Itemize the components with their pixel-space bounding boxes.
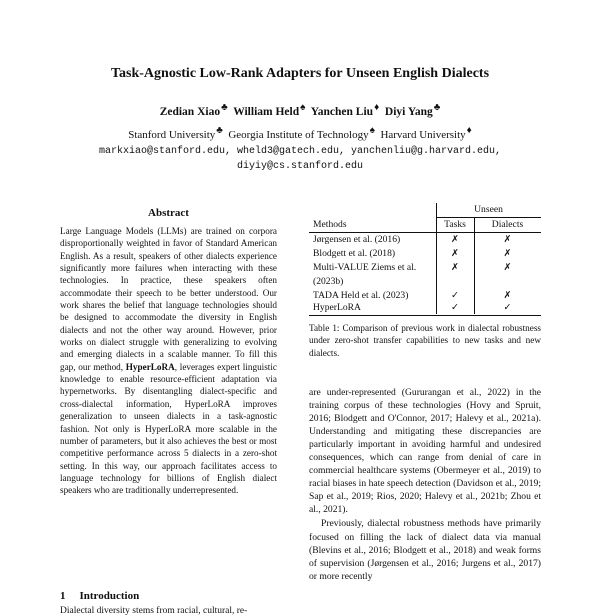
author-name: Diyi Yang — [384, 106, 433, 118]
table-row-dialects: ✗ — [503, 234, 512, 245]
table-header-methods: Methods — [313, 219, 347, 230]
table-row-tasks: ✓ — [450, 302, 460, 313]
table-row-method: HyperLoRA — [313, 302, 361, 313]
affiliation-name: Stanford University — [128, 129, 216, 141]
comparison-table — [309, 203, 541, 315]
paragraph: are under-represented (Gururangan et al., 2022) in the training corpus of these technologies (Hovy and Spruit, 2016; Blodgett and O'Connor, 2017; Halevy et al., 2021a). Understanding and mitigating these discrepancies are particularly important in avoiding harmful and undesired consequences, which can range from denial of care in commercial healthcare systems (Obermeyer et al., 2019) to racial biases in hate speech detection (Davidson et al., 2019; Sap et al., 2019; Rios, 2020; Halevy et al., 2021b; Zhou et al., 2021). — [309, 387, 541, 516]
table-row-dialects: ✗ — [503, 248, 512, 259]
table-rule — [309, 315, 541, 316]
abstract-text: Large Language Models (LLMs) are trained on corpora disproportionally weighted in favor of Standard American English. As a result, speakers of other dialects experience significantly more failures when interacting with these technologies. In practice, these speakers often accommodate their speech to be better understood. Our work shares the belief that language technologies should be designed to accommodate the diversity in English dialects and not the other way around. However, prior works on dialect struggle with generalizing to evolving and emerging dialects in a scalable manner. To fill this gap, our method, — [60, 226, 277, 372]
table-row-method: Blodgett et al. (2018) — [313, 248, 396, 259]
abstract-body — [60, 225, 277, 497]
author-list: Zedian Xiao♣ William Held♠ Yanchen Liu♦ Diyi Yang♣ — [159, 102, 441, 118]
table-rule — [309, 232, 541, 233]
affiliation-name: Georgia Institute of Technology — [228, 129, 369, 141]
section-number: 1 — [60, 590, 66, 602]
table-group-header: Unseen — [474, 204, 503, 215]
author-emails-line-2: diyiy@cs.stanford.edu — [236, 161, 364, 172]
table-row-method: (2023b) — [313, 276, 344, 287]
table-header-tasks: Tasks — [444, 219, 466, 230]
paper-title: Task-Agnostic Low-Rank Adapters for Unseen English Dialects — [110, 66, 490, 81]
section-heading — [60, 590, 139, 602]
affiliation-name: Harvard University — [380, 129, 466, 141]
author-emails-line-1: markxiao@stanford.edu, wheld3@gatech.edu, yanchenliu@g.harvard.edu, — [98, 146, 502, 157]
table-row-tasks: ✗ — [450, 234, 460, 245]
table-row-tasks: ✓ — [450, 290, 460, 301]
abstract-text: , leverages expert linguistic knowledge to enable resource-efficient adaptation via hypernetworks. By disentangling dialect-specific and cross-dialectal information, HyperLoRA improves generalization to unseen dialects in a task-agnostic fashion. Not only is HyperLoRA more scalable in the number of parameters, but it also achieves the best or most competitive performance across 5 dialects in a zero-shot setting. In this way, our approach facilitates access to language technology for billions of English dialect speakers who are traditionally underrepresented. — [60, 361, 277, 496]
author-name: Yanchen Liu — [310, 106, 374, 118]
table-row-dialects: ✗ — [503, 290, 512, 301]
table-row-method: Multi-VALUE Ziems et al. — [313, 262, 417, 273]
table-row-method: TADA Held et al. (2023) — [313, 290, 409, 301]
author-name: Zedian Xiao — [159, 106, 221, 118]
section-title: Introduction — [79, 590, 140, 602]
table-row-tasks: ✗ — [450, 248, 460, 259]
intro-first-line: Dialectal diversity stems from racial, cultural, re- — [60, 606, 248, 616]
author-name: William Held — [233, 106, 300, 118]
abstract-heading: Abstract — [148, 207, 189, 219]
table-header-dialects: Dialects — [491, 219, 524, 230]
right-column-text — [309, 386, 541, 583]
table-row-dialects: ✓ — [503, 302, 512, 313]
table-rule — [436, 217, 541, 218]
affiliation-list: Stanford University♣ Georgia Institute of Technology♠ Harvard University♦ — [128, 125, 472, 141]
paragraph: Previously, dialectal robustness methods have primarily focused on filling the lack of dialect data via manual (Blevins et al., 2016; Blodgett et al., 2018) and weak forms of supervision (Jørgensen et al., 2016; Jurgens et al., 2017) or more recently — [309, 518, 541, 582]
table-row-method: Jørgensen et al. (2016) — [313, 234, 401, 245]
table-caption: Table 1: Comparison of previous work in dialectal robustness under zero-shot transfer capabilities to new tasks and new dialects. — [309, 323, 541, 358]
method-name: HyperLoRA — [125, 361, 175, 372]
table-row-dialects: ✗ — [503, 262, 512, 273]
table-row-tasks: ✗ — [450, 262, 460, 273]
